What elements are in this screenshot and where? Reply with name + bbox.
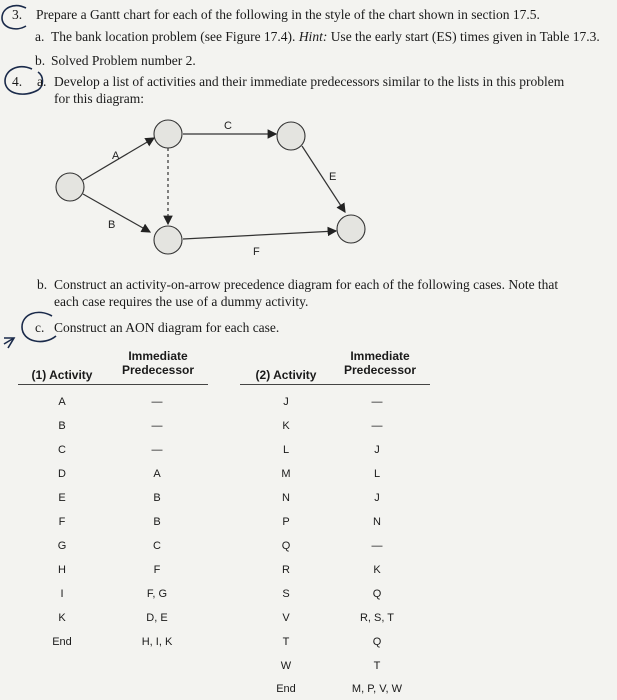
arrow-label-f: F: [253, 246, 260, 258]
table-1-pred: B: [153, 516, 161, 528]
node-end: [337, 215, 365, 243]
table-2-pred: L: [373, 468, 381, 480]
problem-4-number: 4.: [12, 74, 23, 89]
table-1-activity: B: [58, 420, 66, 432]
table-2-pred: —: [371, 420, 383, 432]
table-1-pred: F: [153, 564, 161, 576]
table-2-pred: Q: [372, 636, 382, 648]
problem-3a-text: The bank location problem (see Figure 17.4). Hint: Use the early start (ES) times given in Table 17.3.: [51, 29, 600, 44]
table-1-activity: I: [60, 588, 64, 600]
problem-4a-text-line1: Develop a list of activities and their immediate predecessors similar to the lists in this problem: [54, 74, 565, 89]
table-2-pred: K: [373, 564, 381, 576]
arrow-f: [183, 231, 336, 239]
table-1-rule: [18, 384, 208, 385]
node-2: [154, 120, 182, 148]
table-1-activity: F: [58, 516, 66, 528]
node-start: [56, 173, 84, 201]
table-2-pred: N: [373, 516, 381, 528]
table-2-rule: [240, 384, 430, 385]
node-4: [277, 122, 305, 150]
problem-3b-label: b.: [35, 53, 46, 68]
table-1-pred: A: [153, 468, 161, 480]
table-2-header-activity: (2) Activity: [255, 368, 317, 382]
table-1-activity: D: [58, 468, 66, 480]
pen-circle-mark-4c: [0, 308, 62, 352]
table-2-activity: P: [282, 516, 290, 528]
table-2-header-predecessor: Immediate Predecessor: [343, 349, 417, 377]
table-2-activity: End: [276, 683, 296, 695]
table-2-activity: J: [283, 396, 289, 408]
problem-3b-text: Solved Problem number 2.: [51, 53, 196, 68]
table-2-pred: J: [374, 492, 380, 504]
table-2-activity: Q: [281, 540, 291, 552]
problem-3-text: Prepare a Gantt chart for each of the following in the style of the chart shown in section 17.5.: [36, 7, 540, 22]
table-2-activity: V: [282, 612, 290, 624]
problem-4b-text-line1: Construct an activity-on-arrow precedence diagram for each of the following cases. Note that: [54, 277, 559, 292]
table-1-pred: C: [153, 540, 161, 552]
table-1-header-predecessor: Immediate Predecessor: [121, 349, 195, 377]
table-1-activity: K: [58, 612, 66, 624]
problem-4c-label: c.: [35, 320, 45, 335]
problem-3-number: 3.: [12, 7, 23, 22]
table-2-pred: T: [373, 660, 381, 672]
arrow-label-a: A: [112, 150, 120, 162]
table-1-pred: H, I, K: [141, 636, 173, 648]
problem-4a-text-line2: for this diagram:: [54, 91, 144, 106]
table-1-pred: —: [151, 420, 163, 432]
network-diagram: [40, 112, 380, 264]
table-2-pred: M, P, V, W: [351, 683, 403, 695]
table-2-activity: T: [282, 636, 290, 648]
table-1-activity: C: [58, 444, 66, 456]
node-3: [154, 226, 182, 254]
table-1-activity: G: [57, 540, 67, 552]
table-2-pred: Q: [372, 588, 382, 600]
table-1-pred: B: [153, 492, 161, 504]
arrow-b: [83, 194, 150, 232]
table-2-activity: L: [282, 444, 290, 456]
table-2-activity: N: [282, 492, 290, 504]
problem-4a-label: a.: [37, 74, 47, 89]
problem-4b-text-line2: each case requires the use of a dummy activity.: [54, 294, 309, 309]
table-1-activity: H: [58, 564, 66, 576]
table-1-pred: —: [151, 444, 163, 456]
table-2-activity: W: [280, 660, 292, 672]
problem-4c-text: Construct an AON diagram for each case.: [54, 320, 280, 335]
arrow-label-b: B: [108, 219, 116, 231]
table-2-pred: J: [374, 444, 380, 456]
table-1-pred: D, E: [146, 612, 168, 624]
table-2-activity: R: [282, 564, 290, 576]
table-1-activity: E: [58, 492, 66, 504]
arrow-label-e: E: [329, 171, 337, 183]
arrow-e: [302, 146, 345, 212]
arrow-label-c: C: [224, 120, 232, 132]
problem-4b-label: b.: [37, 277, 48, 292]
table-2-activity: M: [281, 468, 291, 480]
table-2-activity: K: [282, 420, 290, 432]
table-1-header-activity: (1) Activity: [31, 368, 93, 382]
table-2-pred: —: [371, 396, 383, 408]
table-2-pred: R, S, T: [359, 612, 395, 624]
table-1-activity: A: [58, 396, 66, 408]
table-1-pred: —: [151, 396, 163, 408]
table-2-pred: —: [371, 540, 383, 552]
problem-3a-label: a.: [35, 29, 45, 44]
table-2-activity: S: [282, 588, 290, 600]
table-1-activity: End: [52, 636, 72, 648]
table-1-pred: F, G: [146, 588, 168, 600]
